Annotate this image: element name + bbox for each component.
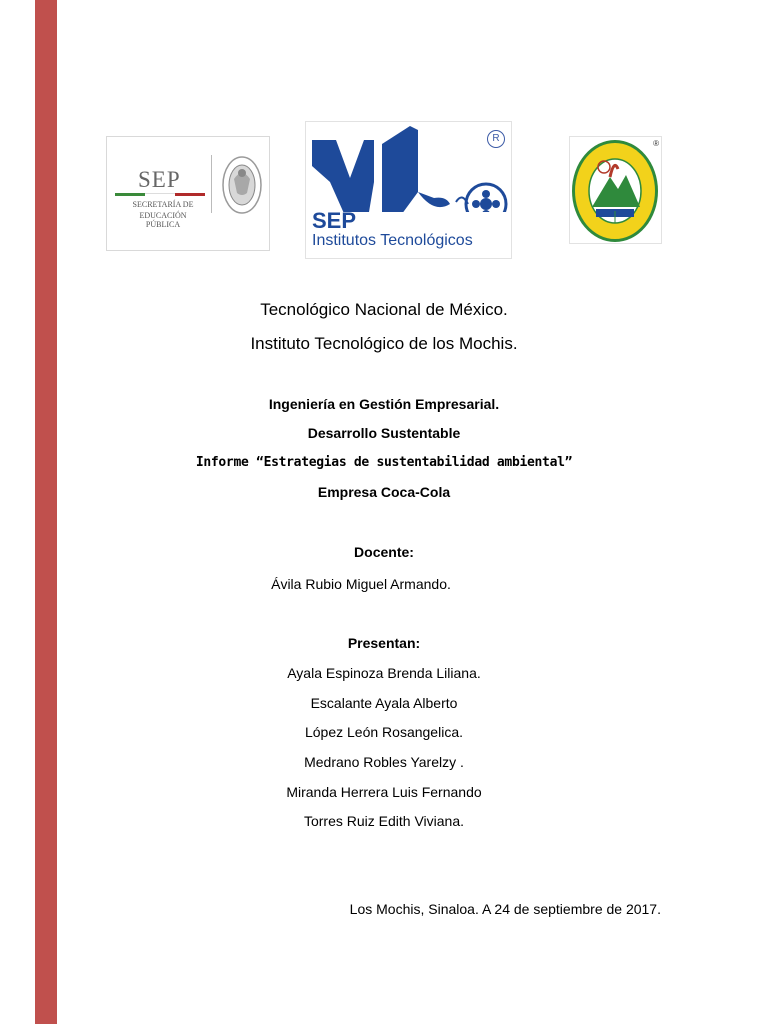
student-name: Miranda Herrera Luis Fernando <box>286 784 482 800</box>
student-name: Escalante Ayala Alberto <box>310 695 458 711</box>
students-label: Presentan: <box>347 635 421 651</box>
sep-logo-subtitle-1: SECRETARÍA DE <box>132 200 194 209</box>
student-name: Torres Ruiz Edith Viviana. <box>303 813 465 829</box>
sep-logo <box>106 136 270 251</box>
itm-seal-logo <box>569 136 662 244</box>
teacher-name: Ávila Rubio Miguel Armando. <box>271 576 451 592</box>
tricolor-line <box>115 193 205 196</box>
sep-logo-subtitle-2: EDUCACIÓN PÚBLICA <box>139 211 187 229</box>
tecnm-logo <box>305 121 512 259</box>
sep-logo-divider <box>211 155 212 213</box>
student-name: López León Rosangelica. <box>304 724 463 740</box>
tecnm-emblem-icon <box>306 122 513 212</box>
student-name: Medrano Robles Yarelzy . <box>304 754 464 770</box>
report-title: Informe “Estrategias de sustentabilidad ambiental” <box>195 455 573 470</box>
place-date: Los Mochis, Sinaloa. A 24 de septiembre de 2017. <box>349 901 661 917</box>
subject-name: Desarrollo Sustentable <box>307 425 461 441</box>
sep-logo-text: SEP <box>138 167 181 192</box>
red-sidebar-bar <box>35 0 57 1024</box>
tecnm-name-text: Institutos Tecnológicos <box>312 232 473 249</box>
itm-seal-icon <box>570 137 663 245</box>
student-name: Ayala Espinoza Brenda Liliana. <box>287 665 481 681</box>
teacher-label: Docente: <box>354 544 414 560</box>
registered-mark: R <box>487 130 505 148</box>
tecnm-sep-text: SEP <box>312 208 357 233</box>
career-name: Ingeniería en Gestión Empresarial. <box>268 396 500 412</box>
itm-registered-mark: ® <box>653 139 659 148</box>
institution-local: Instituto Tecnológico de los Mochis. <box>250 334 518 353</box>
mexico-seal-icon <box>219 145 265 219</box>
company-name: Empresa Coca-Cola <box>317 484 451 500</box>
institution-national: Tecnológico Nacional de México. <box>260 300 508 319</box>
